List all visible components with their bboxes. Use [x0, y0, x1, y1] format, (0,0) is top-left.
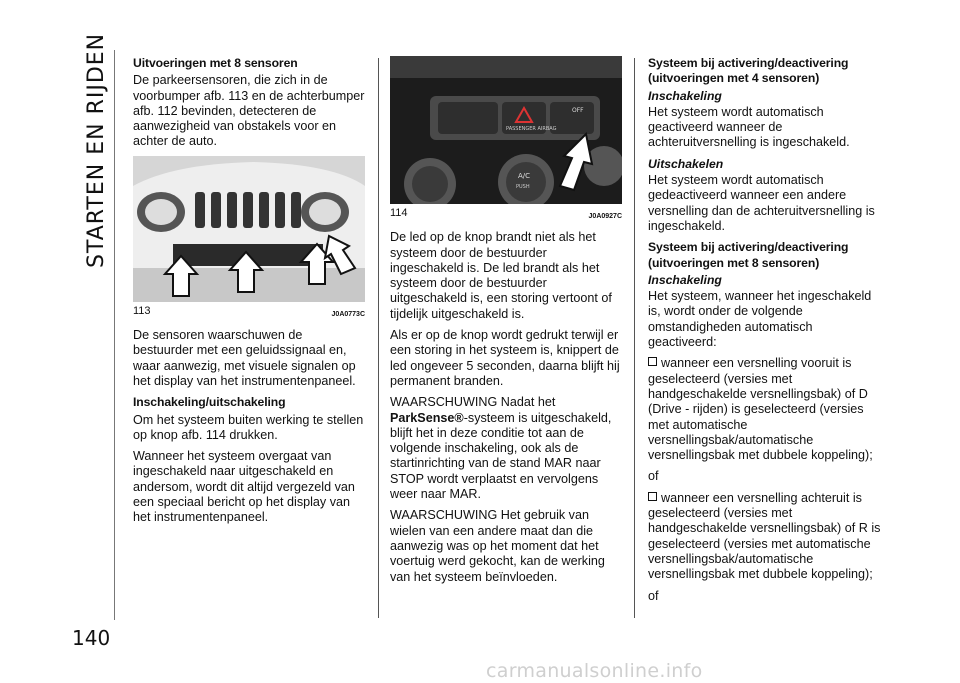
figure-113-front-bumper [133, 156, 365, 302]
warning-paragraph: WAARSCHUWING Het gebruik van wielen van een andere maat dan die aanwezig was op het moment dat het voertuig werd gekocht, kan de werking van het systeem beïnvloeden. [390, 508, 605, 584]
bullet-square-icon [648, 492, 657, 501]
push-label: PUSH [516, 184, 530, 190]
subheading: Inschakeling [648, 88, 722, 103]
warning-text: -systeem is uitgeschakeld, blijft het in deze conditie tot aan de volgende inschakeling, ook als de startinrichting van de stand MAR naar STOP wordt verplaatst en vervolgens weer naar MAR. [390, 410, 612, 502]
bullet-text: wanneer een versnelling achteruit is geselecteerd (versies met handgeschakelde versnellingsbak) of R is geselecteerd (versies met automatische versnellingsbak/automatische versnellingsbak met dubbele koppeling); [648, 490, 881, 582]
bullet-item [648, 356, 884, 463]
paragraph: Het systeem wordt automatisch geactiveerd wanneer de achteruitversnelling is ingeschakeld. [648, 104, 850, 150]
figure-number: 114 [390, 207, 408, 219]
subheading: Uitschakelen [648, 156, 724, 171]
section-heading: Uitvoeringen met 8 sensoren [133, 56, 298, 70]
side-divider [114, 50, 115, 620]
section-heading: Systeem bij activering/deactivering (uitvoeringen met 4 sensoren) [648, 56, 849, 86]
figure-code: J0A0927C [588, 213, 622, 220]
paragraph: De led op de knop brandt niet als het systeem door de bestuurder ingeschakeld is. De led brandt als het systeem door de bestuurder uitgeschakeld is, een storing vertoont of tijdelijk uitgeschakeld is. [390, 230, 612, 321]
figure-code: J0A0773C [331, 310, 365, 318]
figure-114-parksense-button [390, 56, 622, 204]
column-1 [133, 56, 365, 532]
figure-number: 113 [133, 304, 151, 317]
watermark: carmanualsonline.info [486, 660, 703, 682]
connector-text: of [648, 469, 659, 484]
off-label: OFF [572, 107, 584, 114]
column-divider [378, 58, 379, 618]
paragraph: Het systeem, wanneer het ingeschakeld is, wordt onder de volgende omstandigheden automatisch geactiveerd: [648, 289, 872, 350]
paragraph: Om het systeem buiten werking te stellen op knop afb. 114 drukken. [133, 412, 364, 442]
ac-label: A/C [518, 172, 531, 180]
passenger-airbag-label: PASSENGER AIRBAG [506, 126, 557, 132]
paragraph: Wanneer het systeem overgaat van ingeschakeld naar uitgeschakeld en andersom, wordt dit altijd vergezeld van een speciaal bericht op het display van het instrumentenpaneel. [133, 449, 355, 525]
bullet-item [648, 491, 884, 583]
column-2 [390, 56, 622, 591]
paragraph: De parkeersensoren, die zich in de voorbumper afb. 113 en de achterbumper afb. 112 bevinden, detecteren de aanwezigheid van obstakels voor en achter de auto. [133, 73, 365, 149]
paragraph: De sensoren waarschuwen de bestuurder met een geluidssignaal en, waar aanwezig, met visuele signalen op het display van het instrumentenpaneel. [133, 328, 356, 388]
chapter-title: STARTEN EN RIJDEN [84, 32, 109, 268]
column-3 [648, 56, 884, 610]
bullet-square-icon [648, 357, 657, 366]
paragraph: Het systeem wordt automatisch gedeactiveerd wanneer een andere versnelling dan de achteruitversnelling is ingeschakeld. [648, 173, 875, 233]
section-heading: Systeem bij activering/deactivering (uitvoeringen met 8 sensoren) [648, 240, 849, 270]
warning-paragraph [390, 395, 622, 502]
column-divider [634, 58, 635, 618]
brand-name: ParkSense® [390, 410, 464, 425]
warning-prefix: WAARSCHUWING Nadat het [390, 395, 556, 410]
section-heading: Inschakeling/uitschakeling [133, 395, 286, 410]
connector-text: of [648, 588, 659, 603]
subheading: Inschakeling [648, 272, 722, 287]
paragraph: Als er op de knop wordt gedrukt terwijl er een storing in het systeem is, knippert de led ongeveer 5 seconden, daarna blijft hij permanent branden. [390, 328, 620, 388]
page-number: 140 [72, 626, 111, 650]
bullet-text: wanneer een versnelling vooruit is geselecteerd (versies met handgeschakelde versnellingsbak) of D (Drive - rijden) is geselecteerd (versies met automatische versnellingsbak/automatische versnellingsbak met dubbele koppeling); [648, 356, 873, 463]
